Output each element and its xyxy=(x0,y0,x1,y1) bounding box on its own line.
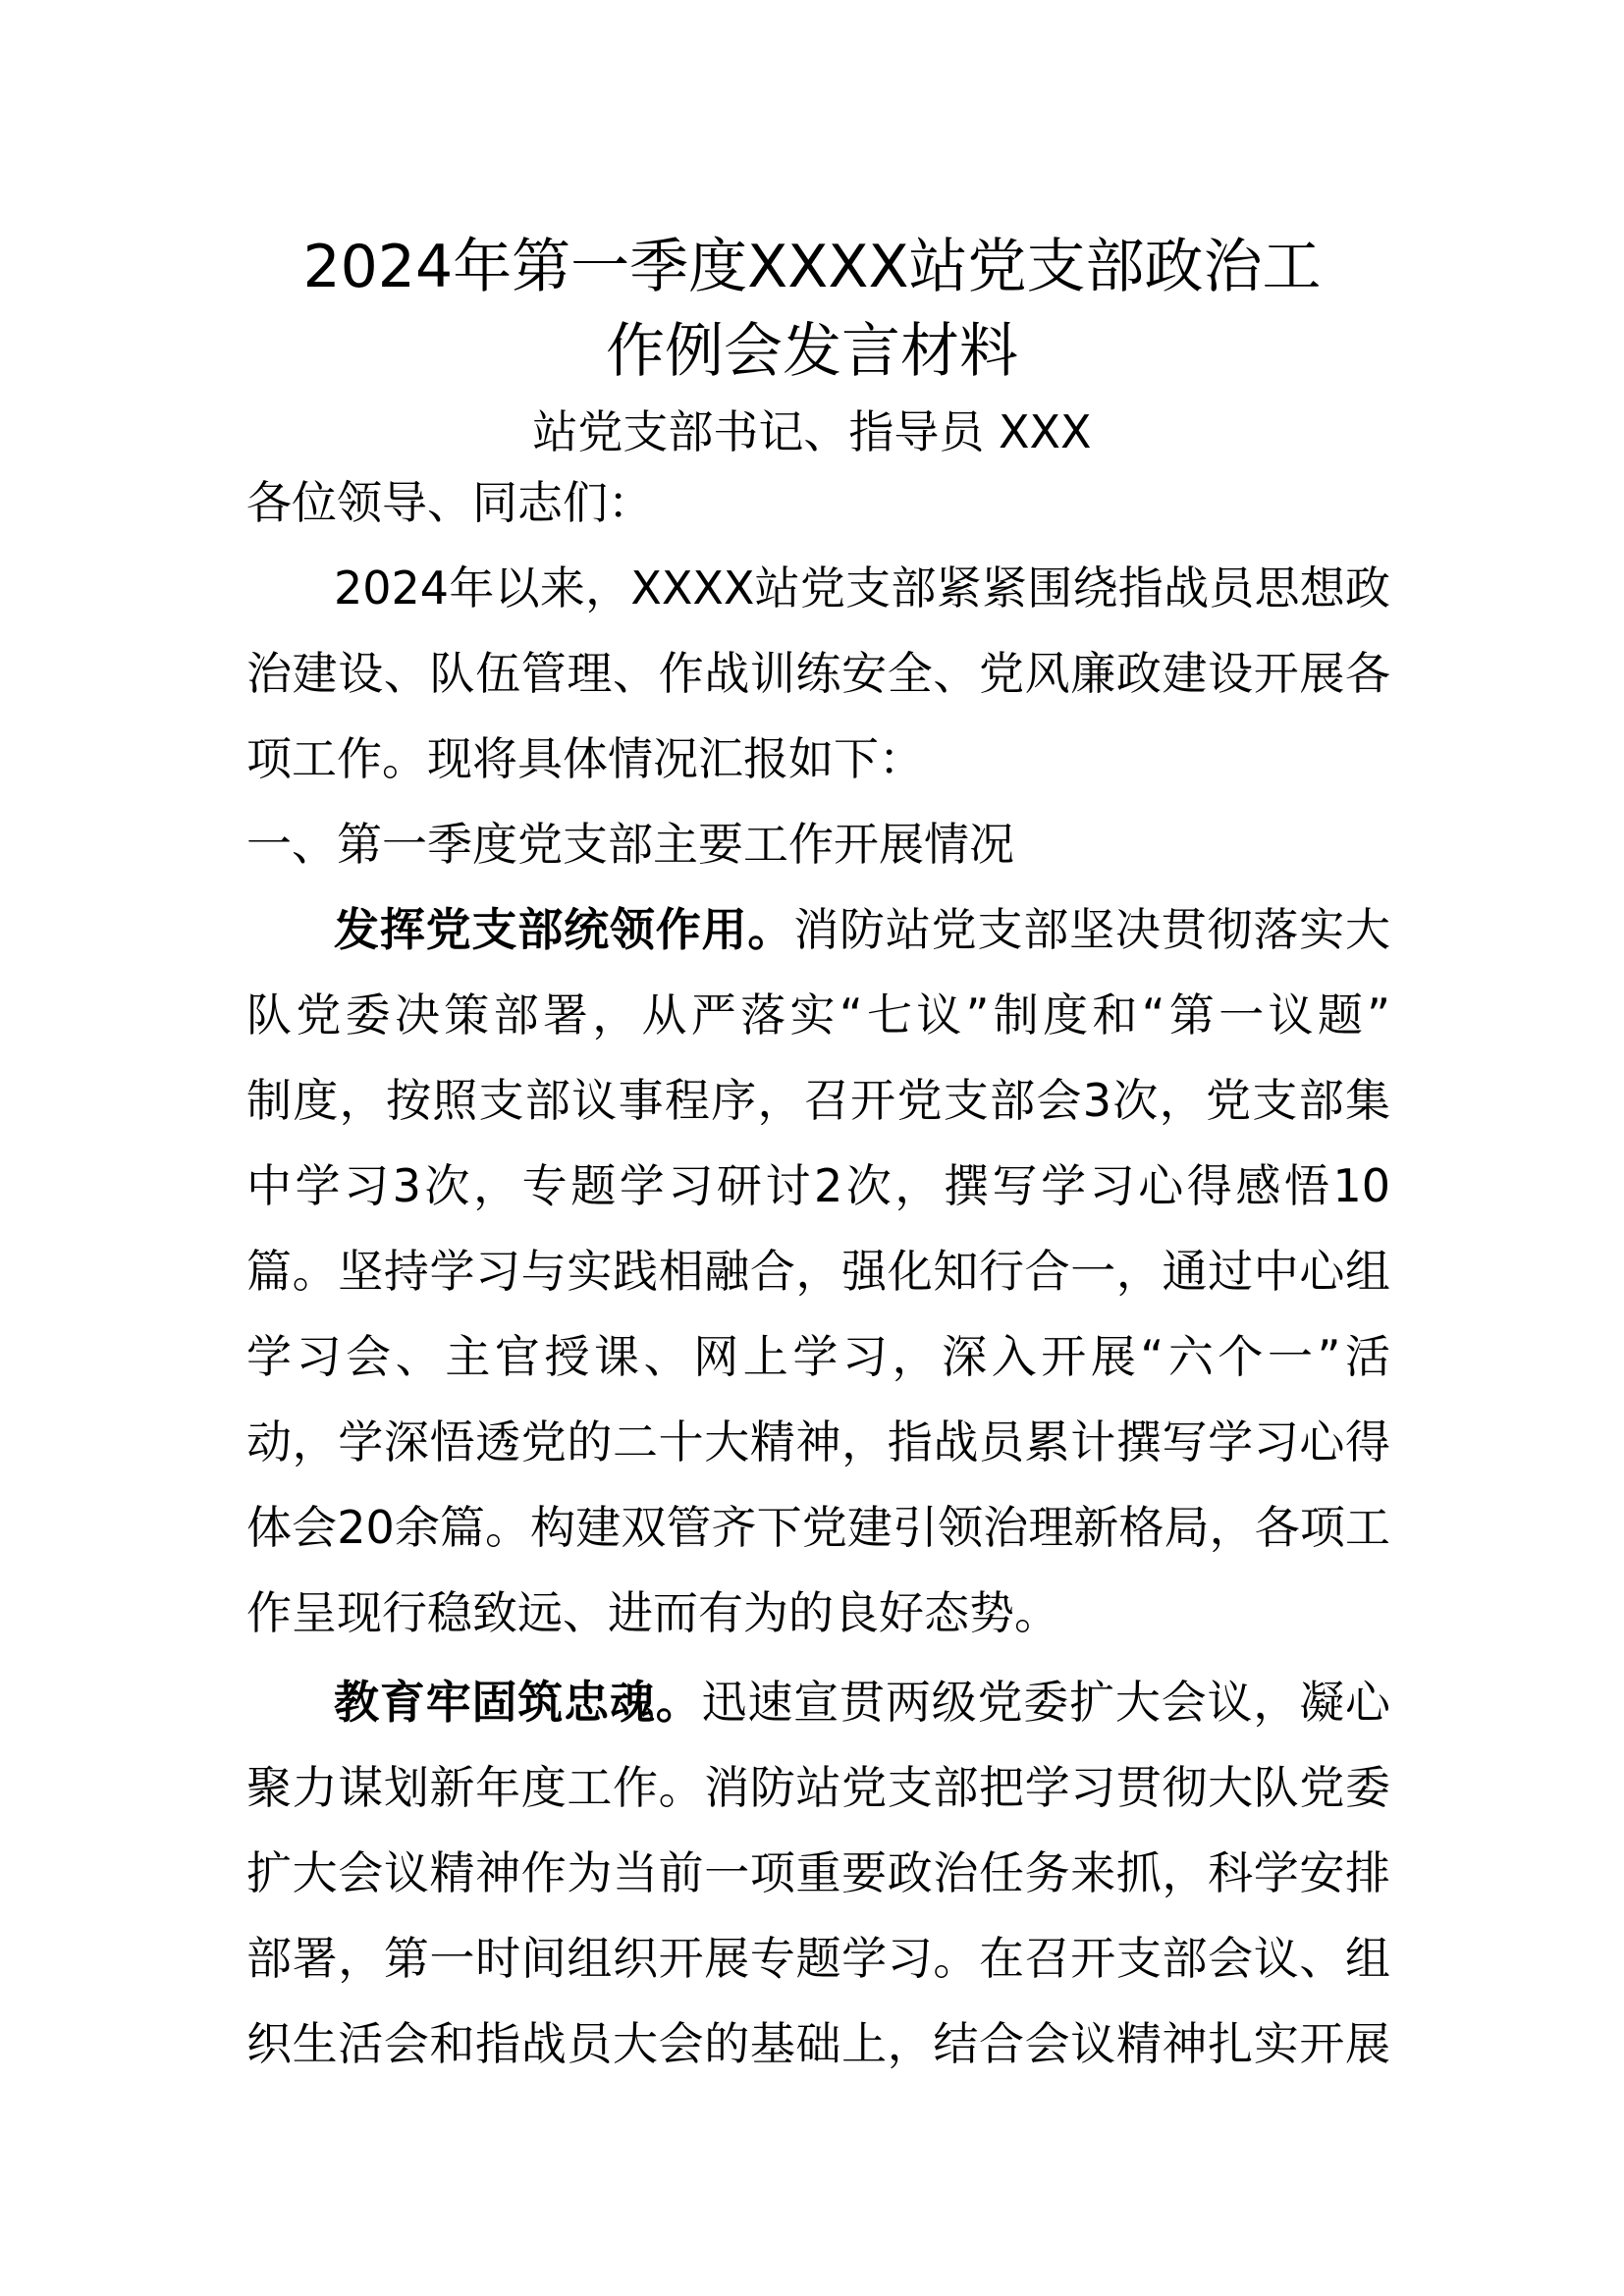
para2-bold-lead: 教育牢固筑忠魂。 xyxy=(334,1676,702,1729)
section-heading: 一、第一季度党支部主要工作开展情况 xyxy=(246,818,1014,871)
para2-first-line xyxy=(334,1673,1390,1732)
para1-line: 制度，按照支部议事程序，召开党支部会3次，党支部集 xyxy=(246,1074,1390,1127)
salutation: 各位领导、同志们： xyxy=(246,476,653,529)
para1-line: 中学习3次，专题学习研讨2次，撰写学习心得感悟10 xyxy=(246,1159,1390,1212)
para1-first-line xyxy=(334,900,1390,959)
para1-line: 体会20余篇。构建双管齐下党建引领治理新格局，各项工 xyxy=(246,1501,1390,1554)
para2-line: 聚力谋划新年度工作。消防站党支部把学习贯彻大队党委 xyxy=(246,1761,1390,1814)
para1-line: 作呈现行稳致远、进而有为的良好态势。 xyxy=(246,1586,1059,1639)
para1-line: 队党委决策部署，从严落实“七议”制度和“第一议题” xyxy=(246,988,1390,1041)
intro-line: 2024年以来，XXXX站党支部紧紧围绕指战员思想政 xyxy=(334,561,1390,614)
para1-bold-lead: 发挥党支部统领作用。 xyxy=(334,903,794,956)
document-title-line-2: 作例会发言材料 xyxy=(606,317,1018,386)
intro-line: 项工作。现将具体情况汇报如下： xyxy=(246,732,924,785)
para1-line: 动，学深悟透党的二十大精神，指战员累计撰写学习心得 xyxy=(246,1415,1390,1468)
para1-first-line-text: 消防站党支部坚决贯彻落实大 xyxy=(793,903,1391,956)
document-title-line-1: 2024年第一季度XXXX站党支部政治工 xyxy=(302,233,1322,301)
para2-line: 织生活会和指战员大会的基础上，结合会议精神扎实开展 xyxy=(246,2017,1390,2070)
intro-line: 治建设、队伍管理、作战训练安全、党风廉政建设开展各 xyxy=(246,647,1390,700)
para2-first-line-text: 迅速宣贯两级党委扩大会议，凝心 xyxy=(701,1676,1391,1729)
para1-line: 篇。坚持学习与实践相融合，强化知行合一，通过中心组 xyxy=(246,1245,1390,1298)
para1-line: 学习会、主官授课、网上学习，深入开展“六个一”活 xyxy=(246,1330,1390,1383)
author-line: 站党支部书记、指导员 XXX xyxy=(532,405,1092,458)
para2-line: 扩大会议精神作为当前一项重要政治任务来抓，科学安排 xyxy=(246,1846,1390,1899)
para2-line: 部署，第一时间组织开展专题学习。在召开支部会议、组 xyxy=(246,1932,1390,1985)
